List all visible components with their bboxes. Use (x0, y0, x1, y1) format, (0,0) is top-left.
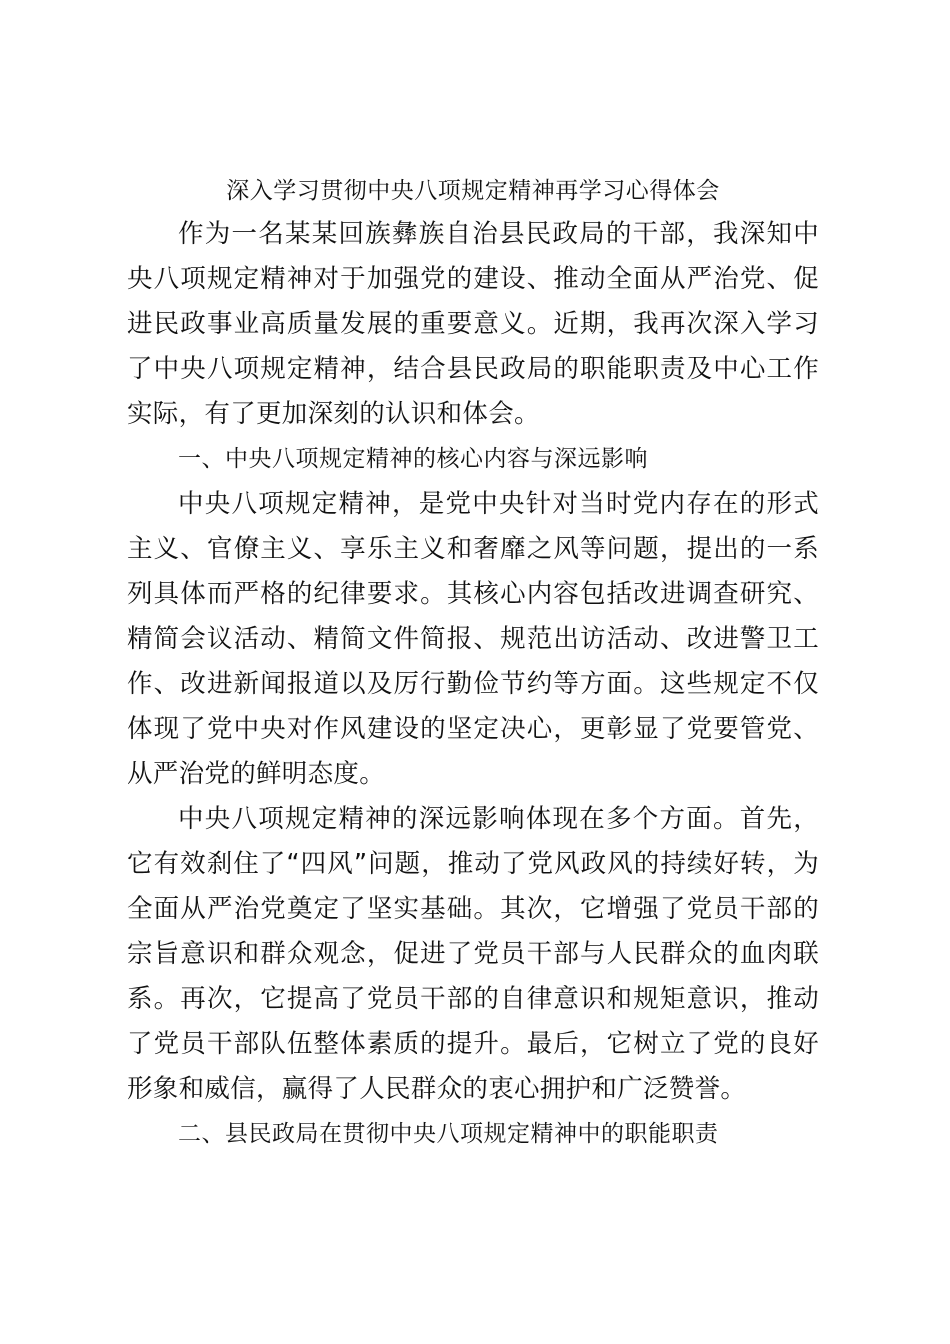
document-title: 深入学习贯彻中央八项规定精神再学习心得体会 (226, 178, 720, 204)
section-heading-1: 一、中央八项规定精神的核心内容与深远影响 (178, 446, 648, 472)
document-body (127, 174, 819, 1157)
section-1-paragraph-1: 中央八项规定精神，是党中央针对当时党内存在的形式主义、官僚主义、享乐主义和奢靡之风等问题，提出的一系列具体而严格的纪律要求。其核心内容包括改进调查研究、精简会议活动、精简文件简报、规范出访活动、改进警卫工作、改进新闻报道以及厉行勤俭节约等方面。这些规定不仅体现了党中央对作风建设的坚定决心，更彰显了党要管党、从严治党的鲜明态度。 (127, 489, 819, 789)
section-heading-2: 二、县民政局在贯彻中央八项规定精神中的职能职责 (178, 1121, 719, 1147)
section-1-paragraph-2: 中央八项规定精神的深远影响体现在多个方面。首先，它有效刹住了“四风”问题，推动了党风政风的持续好转，为全面从严治党奠定了坚实基础。其次，它增强了党员干部的宗旨意识和群众观念，促进了党员干部与人民群众的血肉联系。再次，它提高了党员干部的自律意识和规矩意识，推动了党员干部队伍整体素质的提升。最后，它树立了党的良好形象和威信，赢得了人民群众的衷心拥护和广泛赞誉。 (127, 804, 819, 1104)
intro-paragraph: 作为一名某某回族彝族自治县民政局的干部，我深知中央八项规定精神对于加强党的建设、推动全面从严治党、促进民政事业高质量发展的重要意义。近期，我再次深入学习了中央八项规定精神，结合县民政局的职能职责及中心工作实际，有了更加深刻的认识和体会。 (127, 219, 819, 429)
